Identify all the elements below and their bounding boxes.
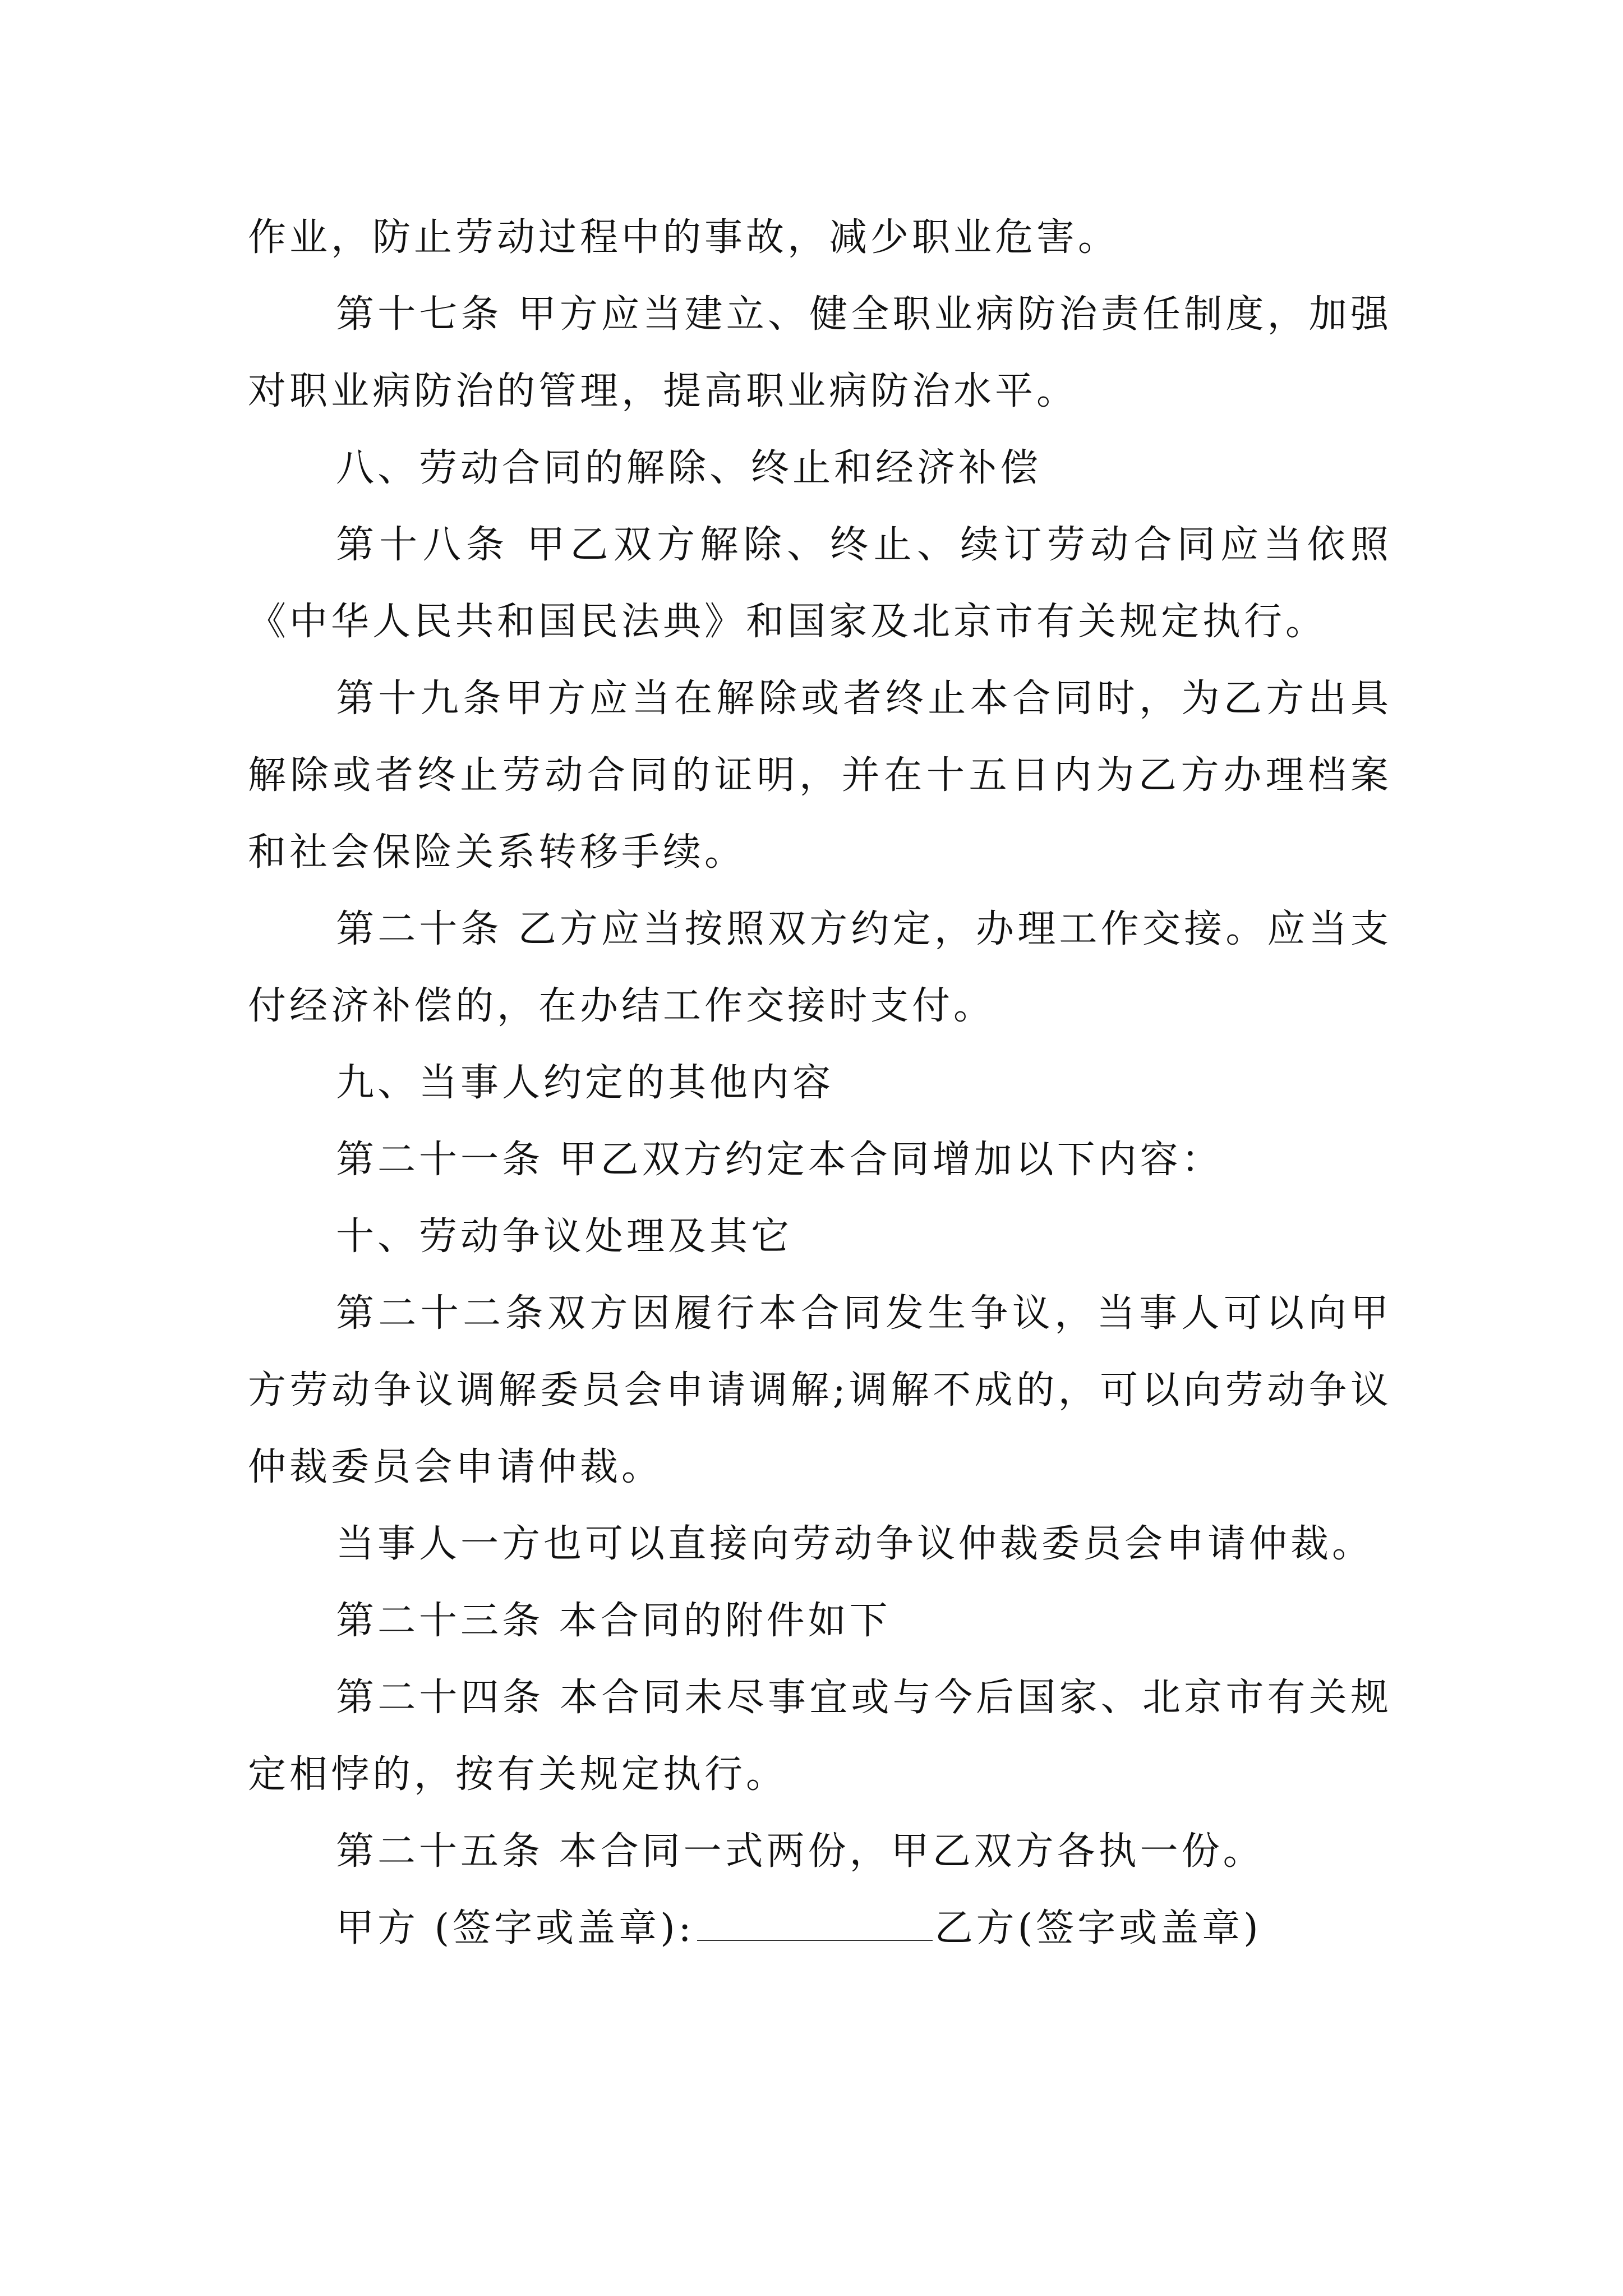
article-24: 第二十四条 本合同未尽事宜或与今后国家、北京市有关规定相悖的，按有关规定执行。 [248, 1676, 1392, 1797]
party-b-signature-label: 乙方(签字或盖章) [934, 1906, 1262, 1950]
section-heading-8: 八、劳动合同的解除、终止和经济补偿 [336, 446, 1042, 490]
party-a-signature-blank[interactable] [697, 1906, 933, 1941]
article-22: 第二十二条双方因履行本合同发生争议，当事人可以向甲方劳动争议调解委员会申请调解;调解不成的，可以向劳动争议仲裁委员会申请仲裁。 [248, 1291, 1392, 1489]
article-18: 第十八条 甲乙双方解除、终止、续订劳动合同应当依照《中华人民共和国民法典》和国家及北京市有关规定执行。 [248, 523, 1392, 644]
article-22-supplement: 当事人一方也可以直接向劳动争议仲裁委员会申请仲裁。 [336, 1522, 1374, 1566]
article-25: 第二十五条 本合同一式两份，甲乙双方各执一份。 [336, 1829, 1265, 1874]
party-a-signature-label: 甲方 (签字或盖章): [336, 1906, 695, 1950]
article-19: 第十九条甲方应当在解除或者终止本合同时，为乙方出具解除或者终止劳动合同的证明，并在十五日内为乙方办理档案和社会保险关系转移手续。 [248, 677, 1392, 875]
article-23: 第二十三条 本合同的附件如下 [336, 1599, 891, 1643]
document-body [248, 199, 1392, 1967]
article-20: 第二十条 乙方应当按照双方约定，办理工作交接。应当支付经济补偿的，在办结工作交接时支付。 [248, 907, 1392, 1028]
paragraph-continuation: 作业，防止劳动过程中的事故，减少职业危害。 [248, 215, 1120, 260]
article-17: 第十七条 甲方应当建立、健全职业病防治责任制度，加强对职业病防治的管理，提高职业病防治水平。 [248, 292, 1392, 413]
section-heading-10: 十、劳动争议处理及其它 [336, 1214, 793, 1259]
article-21: 第二十一条 甲乙双方约定本合同增加以下内容： [336, 1138, 1223, 1182]
signature-line [248, 1890, 1392, 1967]
section-heading-9: 九、当事人约定的其他内容 [336, 1061, 834, 1105]
